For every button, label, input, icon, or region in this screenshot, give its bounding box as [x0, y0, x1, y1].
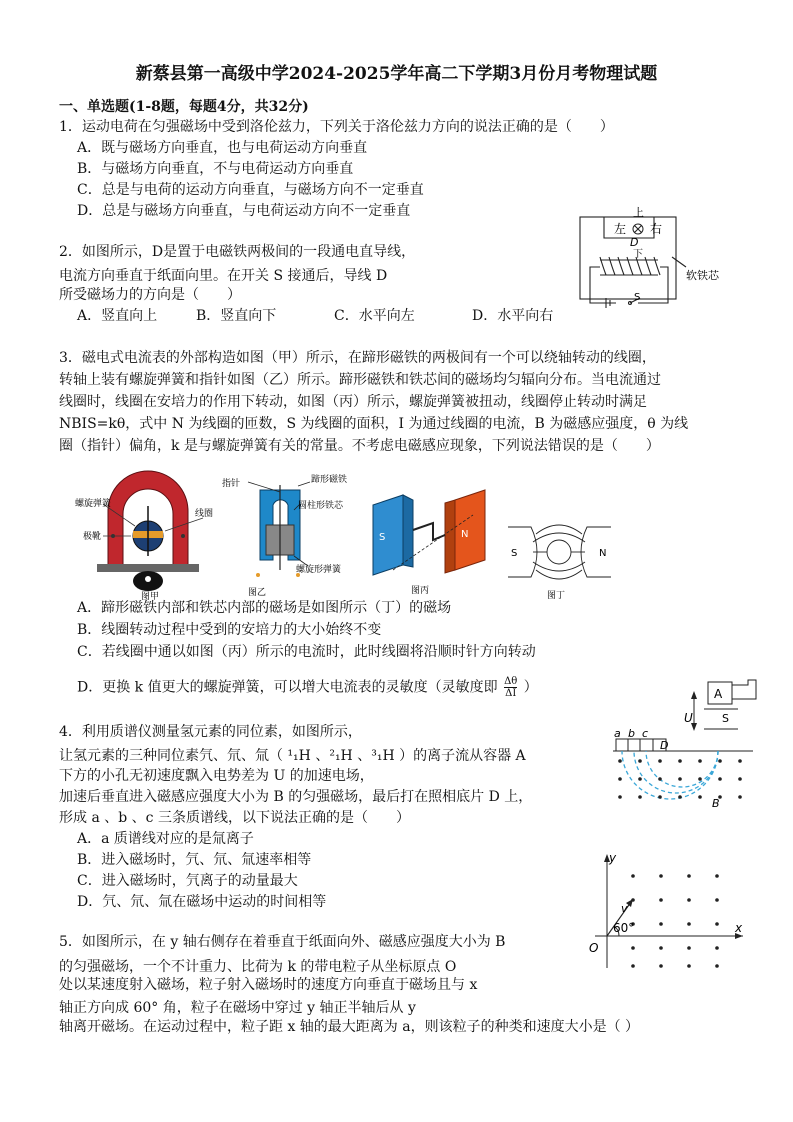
q4-option-d[interactable]: D．氕、氘、氚在磁场中运动的时间相等	[77, 894, 327, 910]
electromagnet-figure	[576, 205, 746, 317]
q3-option-c[interactable]: C．若线圈中通以如图（丙）所示的电流时，此时线圈将沿顺时针方向转动	[77, 644, 536, 660]
q1-option-d[interactable]: D．总是与磁场方向垂直，与电荷运动方向不一定垂直	[77, 203, 411, 219]
q3-fig-core-label: 圆柱形铁芯	[298, 501, 344, 511]
q4-line-2: 让氢元素的三种同位素氕、氘、氚（ ¹₁H 、²₁H 、³₁H ）的离子流从容器 A	[59, 748, 526, 764]
field-dot	[698, 777, 702, 781]
field-dot	[715, 964, 719, 968]
q3-line-2: 转轴上装有螺旋弹簧和指针如图（乙）所示。蹄形磁铁和铁芯间的磁场均匀辐向分布。当电流通过	[59, 372, 661, 388]
q4-option-a[interactable]: A．a 质谱线对应的是氚离子	[77, 831, 254, 847]
field-dot	[678, 777, 682, 781]
q5-line-4: 轴正方向成 60° 角，粒子在磁场中穿过 y 轴正半轴后从 y	[59, 1000, 416, 1016]
field-dot	[687, 964, 691, 968]
q3-fig-s-pole: S	[379, 532, 386, 543]
field-dot	[738, 777, 742, 781]
page-title: 新蔡县第一高级中学2024-2025学年高二下学期3月份月考物理试题	[135, 64, 658, 84]
q3-fig-spring2-label: 螺旋形弹簧	[296, 565, 342, 575]
q3-fig-spring-label: 螺旋弹簧	[75, 499, 112, 509]
q2-fig-bottom: 下	[633, 249, 643, 260]
q3-option-d[interactable]	[77, 676, 538, 699]
q3-figure-bing	[363, 485, 498, 600]
q3-fig-ding-caption: 图丁	[547, 591, 566, 601]
q2-fig-right: 右	[650, 222, 663, 236]
field-dot	[687, 874, 691, 878]
q3-figure-yi	[218, 470, 358, 600]
q2-fig-core-label: 软铁芯	[686, 269, 719, 282]
field-dot	[715, 898, 719, 902]
q3-option-d-text: D．更换 k 值更大的螺旋弹簧，可以增大电流表的灵敏度（灵敏度即	[77, 679, 498, 696]
q2-line-2: 电流方向垂直于纸面向里。在开关 S 接通后，导线 D	[59, 268, 388, 284]
field-dot	[631, 946, 635, 950]
field-dot	[658, 759, 662, 763]
q2-line-3: 所受磁场力的方向是（ ）	[59, 287, 241, 303]
field-dot	[698, 759, 702, 763]
field-dot	[715, 922, 719, 926]
field-dot	[687, 922, 691, 926]
q3-fig-bing-caption: 图丙	[411, 586, 430, 596]
q5-fig-origin: O	[589, 941, 599, 955]
field-dot	[738, 795, 742, 799]
q5-fig-velocity: v	[621, 902, 628, 915]
q3-sensitivity-fraction	[504, 676, 517, 699]
q2-fig-d: D	[630, 236, 639, 249]
field-dot	[698, 795, 702, 799]
field-dot	[638, 759, 642, 763]
q5-line-1: 5．如图所示，在 y 轴右侧存在着垂直于纸面向外、磁感应强度大小为 B	[59, 934, 506, 950]
q2-option-d[interactable]: D．水平向右	[472, 308, 554, 324]
q5-fig-angle: 60°	[613, 921, 635, 935]
q4-line-1: 4．利用质谱仪测量氢元素的同位素，如图所示，	[59, 724, 362, 740]
q4-fig-field: B	[712, 797, 720, 810]
field-dot	[715, 874, 719, 878]
q3-fig-pole-label: 极靴	[83, 532, 102, 542]
q5-line-5: 轴离开磁场。在运动过程中，粒子距 x 轴的最大距离为 a，则该粒子的种类和速度大小是（ ）	[59, 1019, 640, 1035]
field-dot	[678, 795, 682, 799]
q4-line-5: 形成 a 、b 、c 三条质谱线，以下说法正确的是（ ）	[59, 810, 410, 826]
q4-fig-line-b: b	[628, 727, 635, 740]
q5-line-2: 的匀强磁场，一个不计重力、比荷为 k 的带电粒子从坐标原点 O	[59, 959, 457, 975]
field-dot	[631, 898, 635, 902]
q2-fig-left: 左	[614, 222, 627, 236]
q3-option-d-end: ）	[523, 679, 538, 696]
q2-fig-switch: S	[634, 292, 641, 303]
field-dot	[687, 898, 691, 902]
field-dot	[659, 898, 663, 902]
field-dot	[738, 759, 742, 763]
q5-line-3: 处以某速度射入磁场，粒子射入磁场时的速度方向垂直于磁场且与 x	[59, 977, 478, 993]
q3-fig-yi-caption: 图乙	[248, 588, 267, 598]
q3-fig-ding-n: N	[599, 548, 607, 559]
field-dot	[658, 795, 662, 799]
q3-line-3: 线圈时，线圈在安培力的作用下转动，如图（丙）所示，螺旋弹簧被扭动，线圈停止转动时满足	[59, 394, 647, 410]
q4-fig-line-c: c	[642, 727, 649, 740]
field-dot	[638, 777, 642, 781]
q4-option-c[interactable]: C．进入磁场时，氕离子的动量最大	[77, 873, 298, 889]
q4-fig-plate: D	[660, 739, 669, 752]
q4-fig-container: A	[714, 687, 723, 701]
field-dot	[631, 964, 635, 968]
q3-fig-magnet-label: 蹄形磁铁	[311, 475, 348, 485]
field-dot	[687, 946, 691, 950]
field-dot	[618, 777, 622, 781]
q2-option-b[interactable]: B．竖直向下	[196, 308, 277, 324]
fraction-denominator: ΔI	[505, 688, 517, 699]
q1-option-a[interactable]: A．既与磁场方向垂直，也与电荷运动方向垂直	[77, 140, 368, 156]
q2-line-1: 2．如图所示，D是置于电磁铁两极间的一段通电直导线，	[59, 244, 416, 260]
q3-option-a[interactable]: A．蹄形磁铁内部和铁芯内部的磁场是如图所示（丁）的磁场	[77, 600, 452, 616]
q3-figure-ding	[503, 522, 618, 600]
field-dot	[658, 777, 662, 781]
q4-fig-voltage: U	[684, 711, 693, 725]
field-dot	[631, 874, 635, 878]
q4-option-b[interactable]: B．进入磁场时，氕、氘、氚速率相等	[77, 852, 312, 868]
q1-option-c[interactable]: C．总是与电荷的运动方向垂直，与磁场方向不一定垂直	[77, 182, 424, 198]
q4-fig-slit: S	[722, 712, 729, 725]
field-dot	[618, 795, 622, 799]
field-dot	[659, 946, 663, 950]
q3-line-4: NBIS=kθ，式中 N 为线圈的匝数，S 为线圈的面积，I 为通过线圈的电流，B 为磁感应强度，θ 为线	[59, 416, 689, 432]
field-dot	[618, 759, 622, 763]
q4-fig-line-a: a	[614, 727, 621, 740]
field-dot	[638, 795, 642, 799]
q1-option-b[interactable]: B．与磁场方向垂直，不与电荷运动方向垂直	[77, 161, 354, 177]
mass-spectrometer-figure	[608, 677, 758, 812]
q3-fig-jia-caption: 图甲	[141, 592, 160, 602]
q4-line-3: 下方的小孔无初速度飘入电势差为 U 的加速电场，	[59, 768, 374, 784]
field-dot	[718, 759, 722, 763]
q3-option-b[interactable]: B．线圈转动过程中受到的安培力的大小始终不变	[77, 622, 382, 638]
q3-fig-n-pole: N	[461, 529, 469, 540]
q2-option-a[interactable]: A．竖直向上	[77, 308, 158, 324]
q3-fig-coil-label: 线圈	[195, 509, 214, 519]
fraction-numerator: Δθ	[504, 676, 518, 687]
field-dot	[659, 964, 663, 968]
q3-figure-jia	[75, 456, 214, 602]
q3-fig-ding-s: S	[511, 548, 518, 559]
field-dot	[678, 759, 682, 763]
q5-fig-y-axis: y	[609, 851, 617, 865]
field-dot	[718, 777, 722, 781]
q2-fig-top: 上	[633, 206, 644, 219]
q1-stem: 1．运动电荷在匀强磁场中受到洛伦兹力，下列关于洛伦兹力方向的说法正确的是（ ）	[59, 119, 614, 135]
q3-fig-pointer-label: 指针	[222, 479, 241, 489]
q3-line-5: 圈（指针）偏角，k 是与螺旋弹簧有关的常量。不考虑电磁感应现象，下列说法错误的是（ ）	[59, 438, 660, 454]
field-dot	[715, 946, 719, 950]
coordinate-figure	[585, 850, 745, 975]
q2-option-c[interactable]: C．水平向左	[334, 308, 415, 324]
section-heading: 一、单选题(1-8题，每题4分，共32分)	[59, 99, 309, 115]
q4-line-4: 加速后垂直进入磁感应强度大小为 B 的匀强磁场，最后打在照相底片 D 上，	[59, 789, 533, 805]
field-dot	[659, 874, 663, 878]
q5-fig-x-axis: x	[735, 921, 743, 935]
q3-line-1: 3．磁电式电流表的外部构造如图（甲）所示，在蹄形磁铁的两极间有一个可以绕轴转动的线圈，	[59, 350, 656, 366]
field-dot	[659, 922, 663, 926]
